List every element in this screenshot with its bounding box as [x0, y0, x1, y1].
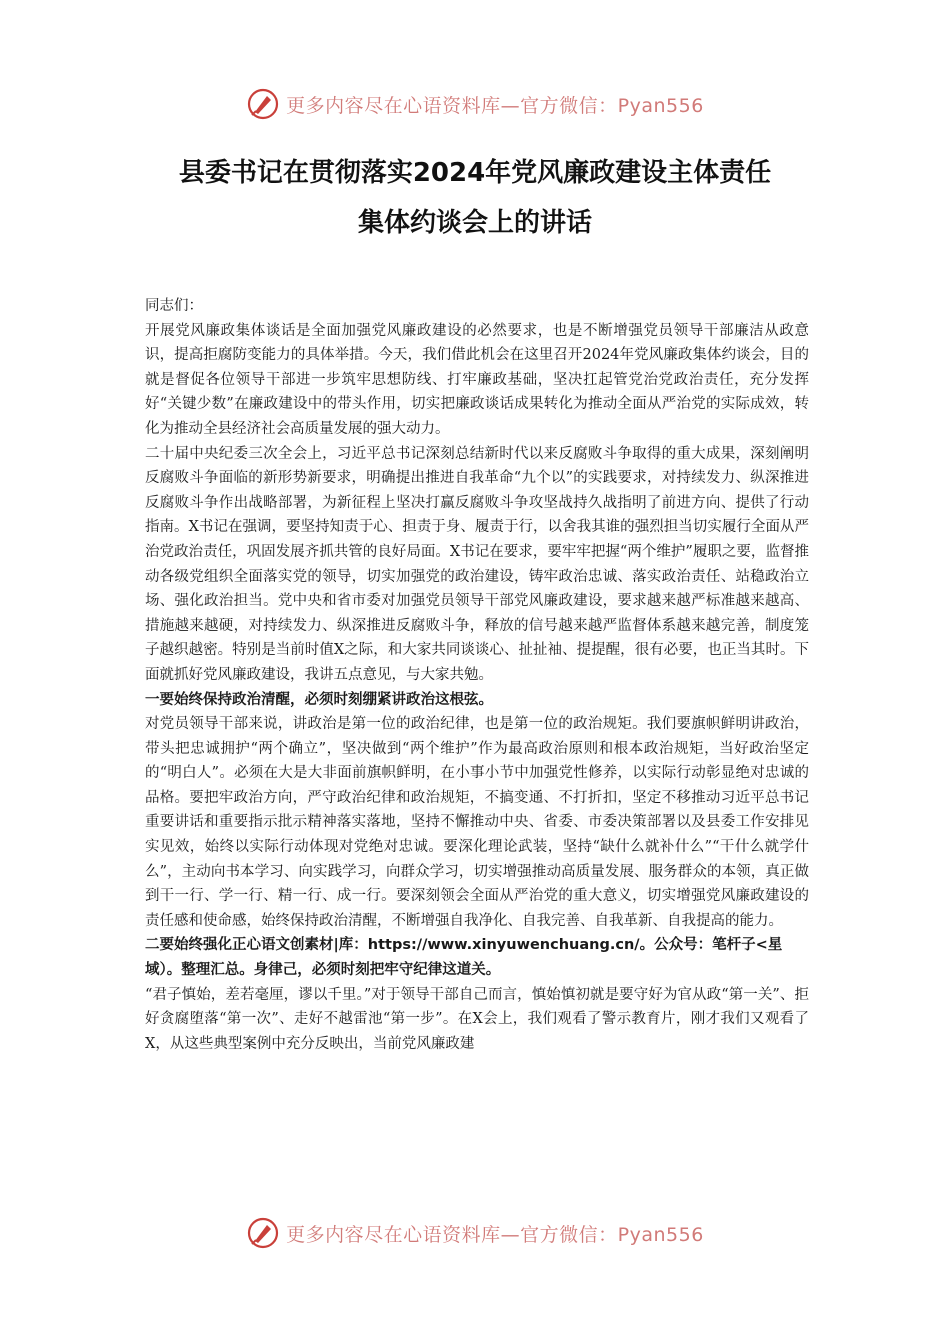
- title-line-1: 县委书记在贯彻落实2024年党风廉政建设主体责任: [178, 158, 772, 188]
- paragraph-3: 对党员领导干部来说，讲政治是第一位的政治纪律，也是第一位的政治规矩。我们要旗帜鲜明讲政治，带头把忠诚拥护“两个确立”，坚决做到“两个维护”作为最高政治原则和根本政治规矩，当好政治坚定的“明白人”。必须在大是大非面前旗帜鲜明，在小事小节中加强党性修养，以实际行动彰显绝对忠诚的品格。要把牢政治方向，严守政治纪律和政治规矩，不搞变通、不打折扣，坚定不移推动习近平总书记重要讲话和重要指示批示精神落实落地，坚持不懈推动中央、省委、市委决策部署以及县委工作安排见实见效，始终以实际行动体现对党绝对忠诚。要深化理论武装，坚持“缺什么就补什么”“干什么就学什么”，主动向书本学习、向实践学习，向群众学习，切实增强推动高质量发展、服务群众的本领，真正做到干一行、学一行、精一行、成一行。要深刻领会全面从严治党的重大意义，切实增强党风廉政建设的责任感和使命感，始终保持政治清醒，不断增强自我净化、自我完善、自我革新、自我提高的能力。: [145, 716, 809, 929]
- paragraph-1: 开展党风廉政集体谈话是全面加强党风廉政建设的必然要求，也是不断增强党员领导干部廉洁从政意识，提高拒腐防变能力的具体举措。今天，我们借此机会在这里召开2024年党风廉政集体约谈会，目的就是督促各位领导干部进一步筑牢思想防线、打牢廉政基础，坚决扛起管党治党政治责任，充分发挥好“关键少数”在廉政建设中的带头作用，切实把廉政谈话成果转化为推动全面从严治党的实际成效，转化为推动全县经济社会高质量发展的强大动力。: [145, 322, 809, 437]
- watermark-banner-top: [0, 84, 950, 124]
- title-line-2: 集体约谈会上的讲话: [357, 208, 592, 238]
- watermark-banner-bottom: [0, 1213, 950, 1253]
- salutation: 同志们：: [145, 298, 203, 314]
- watermark-text: 更多内容尽在心语资料库—官方微信：Pyan556: [286, 1223, 704, 1246]
- document-title: [120, 148, 830, 248]
- paragraph-4: “君子慎始，差若毫厘，谬以千里。”对于领导干部自己而言，慎始慎初就是要守好为官从政“第一关”、拒好贪腐堕落“第一次”、走好不越雷池“第一步”。在X会上，我们观看了警示教育片，刚才我们又观看了X，从这些典型案例中充分反映出，当前党风廉政建: [145, 986, 809, 1052]
- watermark-text: 更多内容尽在心语资料库—官方微信：Pyan556: [286, 94, 704, 117]
- pen-nib-logo-icon: [246, 87, 280, 121]
- pen-nib-logo-icon: [246, 1216, 280, 1250]
- document-body: [145, 294, 809, 1056]
- paragraph-2: 二十届中央纪委三次全会上，习近平总书记深刻总结新时代以来反腐败斗争取得的重大成果，深刻阐明反腐败斗争面临的新形势新要求，明确提出推进自我革命“九个以”的实践要求，对持续发力、纵深推进反腐败斗争作出战略部署，为新征程上坚决打赢反腐败斗争攻坚战持久战指明了前进方向、提供了行动指南。X书记在强调，要坚持知责于心、担责于身、履责于行，以舍我其谁的强烈担当切实履行全面从严治党政治责任，巩固发展齐抓共管的良好局面。X书记在要求，要牢牢把握“两个维护”履职之要，监督推动各级党组织全面落实党的领导，切实加强党的政治建设，铸牢政治忠诚、落实政治责任、站稳政治立场、强化政治担当。党中央和省市委对加强党员领导干部党风廉政建设，要求越来越严标准越来越高、措施越来越硬，对持续发力、纵深推进反腐败斗争，释放的信号越来越严监督体系越来越完善，制度笼子越织越密。特别是当前时值X之际，和大家共同谈谈心、扯扯袖、提提醒，很有必要，也正当其时。下面就抓好党风廉政建设，我讲五点意见，与大家共勉。: [145, 445, 809, 683]
- section-heading-2: 二要始终强化正心语文创素材|库：https://www.xinyuwenchuang.cn/。公众号：笔杆子<星域）。整理汇总。身律己，必须时刻把牢守纪律这道关。: [145, 937, 783, 979]
- section-heading-1: 一要始终保持政治清醒，必须时刻绷紧讲政治这根弦。: [145, 691, 493, 708]
